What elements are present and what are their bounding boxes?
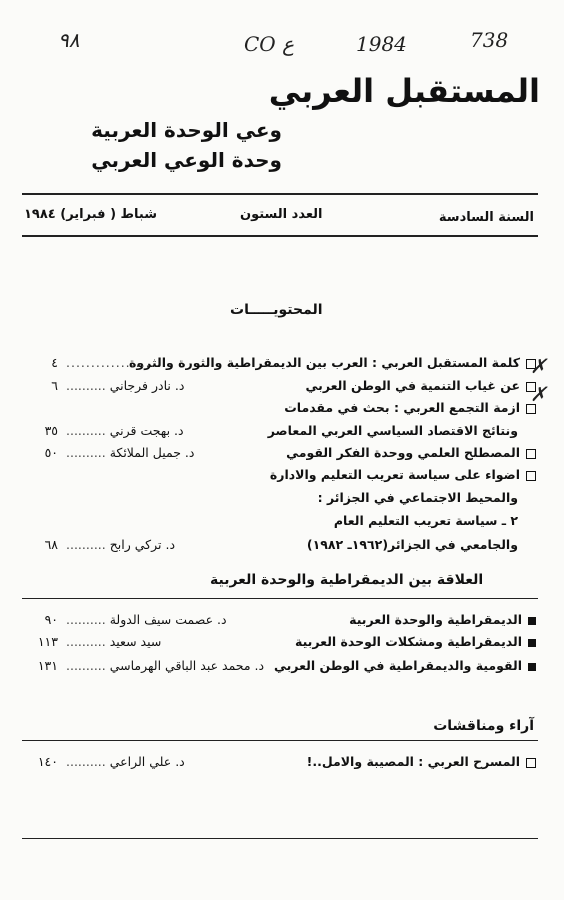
toc-entry-title <box>334 513 518 528</box>
toc-entry <box>20 754 536 772</box>
toc-entry-page: ٦٨ <box>44 537 58 552</box>
toc-entry-page: ١١٣ <box>37 634 58 649</box>
toc-author-text: د. بهجت قرني <box>109 423 184 438</box>
toc-entry <box>20 537 536 555</box>
toc-title-text: كلمة المستقبل العربي : العرب بين الديمقراطية والثورة والثروة <box>129 355 520 370</box>
section-heading-democracy-unity: العلاقة بين الديمقراطية والوحدة العربية <box>210 572 484 588</box>
toc-entry <box>20 513 536 531</box>
toc-title-text: المسرح العربي : المصيبة والامل..! <box>306 754 520 769</box>
issue-year: السنة السادسة <box>438 210 534 225</box>
toc-entry-author <box>66 445 194 460</box>
toc-author-text: د. تركي رابح <box>109 537 176 552</box>
toc-entry <box>20 355 536 373</box>
toc-entry <box>20 612 536 630</box>
slogan-line-2: وحدة الوعي العربي <box>91 148 282 172</box>
toc-entry-title <box>307 537 518 552</box>
square-bullet-icon <box>528 663 536 671</box>
toc-entry-author <box>66 634 161 649</box>
top-rule <box>22 193 538 195</box>
toc-entry <box>20 658 536 676</box>
toc-title-text: المصطلح العلمي ووحدة الفكر القومي <box>286 445 520 460</box>
magazine-logo: المستقبل العربي <box>268 72 540 110</box>
toc-title-text: الديمقراطية والوحدة العربية <box>349 612 522 627</box>
toc-entry <box>20 423 536 441</box>
issue-number: العدد الستون <box>240 207 323 222</box>
toc-entry-author <box>66 378 184 393</box>
leader-dots: .......... <box>66 445 110 460</box>
section2-rule <box>22 740 538 741</box>
toc-entry <box>20 490 536 508</box>
toc-entry-title <box>129 355 536 370</box>
section1-rule <box>22 598 538 599</box>
toc-entry-page: ١٤٠ <box>37 754 58 769</box>
bottom-rule <box>22 838 538 839</box>
toc-title-text: ونتائج الاقتصاد السياسي العربي المعاصر <box>267 423 518 438</box>
toc-author-text: سيد سعيد <box>109 634 162 649</box>
toc-author-text: د. عصمت سيف الدولة <box>109 612 227 627</box>
toc-entry-author <box>66 537 175 552</box>
toc-title-text: الديمقراطية ومشكلات الوحدة العربية <box>294 634 522 649</box>
toc-entry-title <box>284 400 536 415</box>
toc-entry-title <box>268 423 518 438</box>
toc-entry-page: ٦ <box>51 378 58 393</box>
handwritten-left-number: ٩٨ <box>58 28 80 52</box>
toc-title-text: القومية والديمقراطية في الوطن العربي <box>273 658 522 673</box>
leader-dots: .......... <box>66 378 110 393</box>
leader-dots: .......... <box>66 658 110 673</box>
leader-dots: .......... <box>66 634 110 649</box>
toc-entry-author <box>66 754 185 769</box>
issue-date: شباط ( فبراير) ١٩٨٤ <box>24 207 158 222</box>
toc-entry <box>20 445 536 463</box>
toc-entry-title <box>349 612 536 627</box>
checkbox-bullet-icon <box>526 449 536 459</box>
contents-heading: المحتويـــــات <box>230 302 323 318</box>
toc-title-text: والمحيط الاجتماعي في الجزائر : <box>317 490 518 505</box>
toc-title-text: عن غياب التنمية في الوطن العربي <box>305 378 520 393</box>
checkbox-bullet-icon <box>526 471 536 481</box>
handwritten-right-number: 738 <box>470 28 509 52</box>
leader-dots: .................. <box>66 355 156 370</box>
handwritten-code: CO ع <box>244 32 294 56</box>
toc-title-text: اضواء على سياسة تعريب التعليم والادارة <box>269 467 520 482</box>
toc-entry <box>20 634 536 652</box>
toc-entry-page: ٤ <box>51 355 58 370</box>
toc-entry-page: ٥٠ <box>44 445 58 460</box>
toc-entry-page: ١٣١ <box>37 658 58 673</box>
toc-author-text: د. علي الراعي <box>109 754 185 769</box>
toc-author-text: د. نادر فرجاني <box>109 378 185 393</box>
toc-entry-title <box>286 445 536 460</box>
slogan-line-1: وعي الوحدة العربية <box>91 118 282 142</box>
toc-entry-author <box>66 612 227 627</box>
toc-entry <box>20 400 536 418</box>
toc-author-text: د. محمد عبد الباقي الهرماسي <box>109 658 265 673</box>
issue-rule <box>22 235 538 237</box>
handwritten-check-mark: ✗ <box>530 382 547 406</box>
square-bullet-icon <box>528 617 536 625</box>
toc-entry <box>20 378 536 396</box>
checkbox-bullet-icon <box>526 758 536 768</box>
leader-dots: .......... <box>66 754 110 769</box>
toc-entry-title <box>295 634 536 649</box>
toc-entry-title <box>274 658 536 673</box>
handwritten-year: 1984 <box>356 32 407 56</box>
leader-dots: .......... <box>66 423 110 438</box>
handwritten-check-mark: ✗ <box>530 354 547 378</box>
leader-dots: .......... <box>66 537 110 552</box>
toc-entry <box>20 467 536 485</box>
toc-entry-title <box>305 378 536 393</box>
section-heading-opinions: آراء ومناقشات <box>433 718 534 734</box>
toc-entry-title <box>307 754 536 769</box>
toc-entry-title <box>270 467 536 482</box>
toc-title-text: ٢ ـ سياسة تعريب التعليم العام <box>333 513 518 528</box>
square-bullet-icon <box>528 639 536 647</box>
toc-title-text: والجامعي في الجزائر(١٩٦٢ـ ١٩٨٢) <box>306 537 518 552</box>
leader-dots: .......... <box>66 612 110 627</box>
toc-entry-author <box>66 423 184 438</box>
toc-entry-page: ٩٠ <box>44 612 58 627</box>
toc-title-text: ازمة التجمع العربي : بحث في مقدمات <box>284 400 520 415</box>
toc-entry-author <box>66 658 264 673</box>
toc-entry-title <box>318 490 518 505</box>
toc-entry-page: ٣٥ <box>44 423 58 438</box>
toc-author-text: د. جميل الملائكة <box>109 445 195 460</box>
